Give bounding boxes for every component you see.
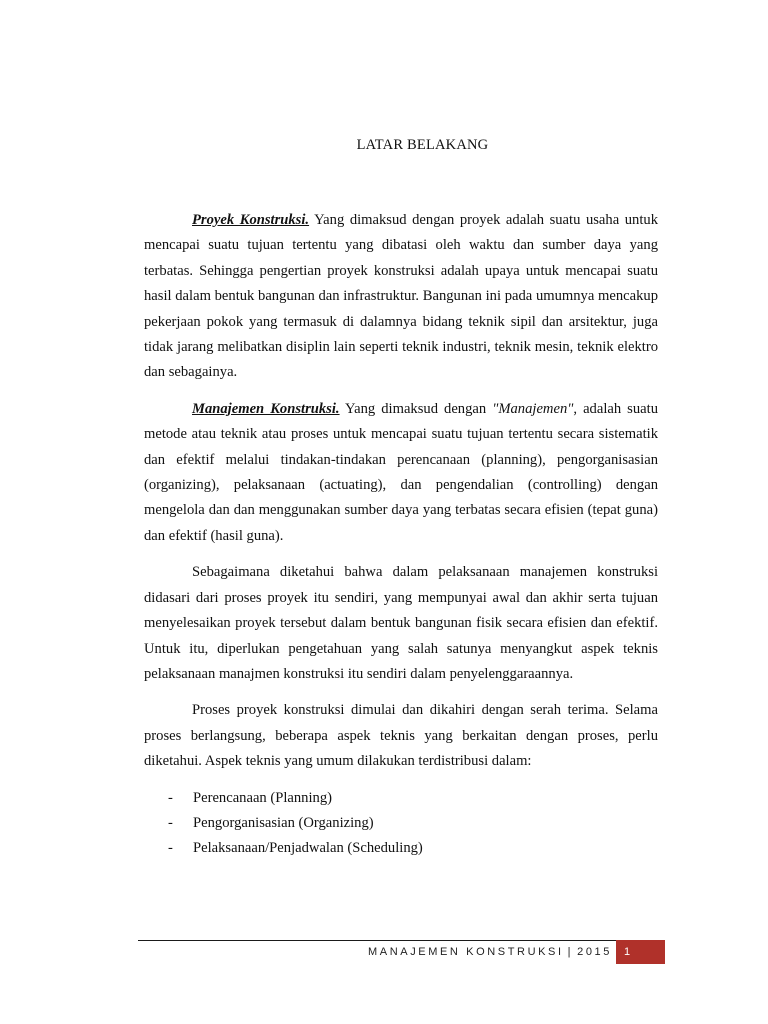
paragraph-proyek-konstruksi: [144, 208, 658, 386]
list-dash: -: [168, 840, 173, 857]
quoted-manajemen: "Manajemen": [492, 400, 574, 417]
paragraph-proses-proyek: Proses proyek konstruksi dimulai dan dikahiri dengan serah terima. Selama proses berlangsung, beberapa aspek teknis yang berkaitan dengan proses, perlu diketahui. Aspek teknis yang umum dilakukan terdistribusi dalam:: [144, 702, 658, 770]
paragraph-manajemen-text-before: Yang dimaksud dengan: [339, 400, 493, 417]
footer-title: MANAJEMEN KONSTRUKSI: [368, 946, 564, 958]
list-dash: -: [168, 789, 173, 806]
paragraph-proyek-konstruksi-text: Yang dimaksud dengan proyek adalah suatu usaha untuk mencapai suatu tujuan tertentu yang dibatasi oleh waktu dan sumber daya yang terbatas. Sehingga pengertian proyek konstruksi adalah upaya untuk mencapai suatu hasil dalam bentuk bangunan dan infrastruktur. Bangunan ini pada umumnya mencakup pekerjaan pokok yang termasuk di dalamnya bidang teknik sipil dan arsitektur, juga tidak jarang melibatkan disiplin lain seperti teknik industri, teknik mesin, teknik elektro dan sebagainya.: [144, 212, 658, 381]
paragraph-manajemen-text-after: , adalah suatu metode atau teknik atau proses untuk mencapai suatu tujuan tertentu secara sistematik dan efektif melalui tindakan-tindakan perencanaan (planning), pengorganisasian (organizing), pelaksanaan (actuating), dan pengendalian (controlling) dengan mengelola dan dan menggunakan sumber daya yang terbatas secara efisien (tepat guna) dan efektif (hasil guna).: [144, 400, 658, 544]
body-text: [144, 208, 658, 862]
list-item: [144, 786, 658, 811]
list-dash: -: [168, 814, 173, 831]
list-item: [144, 836, 658, 861]
list-item-label: Perencanaan (Planning): [193, 789, 332, 806]
paragraph-pelaksanaan: Sebagaimana diketahui bahwa dalam pelaksanaan manajemen konstruksi didasari dari proses proyek itu sendiri, yang mempunyai awal dan akhir serta tujuan menyelesaikan proyek tersebut dalam bentuk bangunan fisik secara efisien dan efektif. Untuk itu, diperlukan pengetahuan yang salah satunya menyangkut aspek teknis pelaksanaan manajmen konstruksi itu sendiri dalam penyelenggaraannya.: [144, 564, 658, 682]
paragraph-manajemen-konstruksi: [144, 397, 658, 549]
footer-separator: |: [567, 946, 574, 958]
list-item-label: Pelaksanaan/Penjadwalan (Scheduling): [193, 840, 423, 857]
page-number-badge: 1: [616, 940, 665, 964]
term-manajemen-konstruksi: Manajemen Konstruksi.: [192, 400, 340, 417]
list-item-label: Pengorganisasian (Organizing): [193, 814, 374, 831]
aspect-list: [144, 786, 658, 862]
term-proyek-konstruksi: Proyek Konstruksi.: [192, 212, 310, 228]
footer-running-title: [368, 946, 612, 958]
list-item: [144, 811, 658, 836]
footer-year: 2015: [577, 946, 612, 958]
footer-rule: [138, 940, 616, 941]
page-title: LATAR BELAKANG: [356, 137, 489, 153]
